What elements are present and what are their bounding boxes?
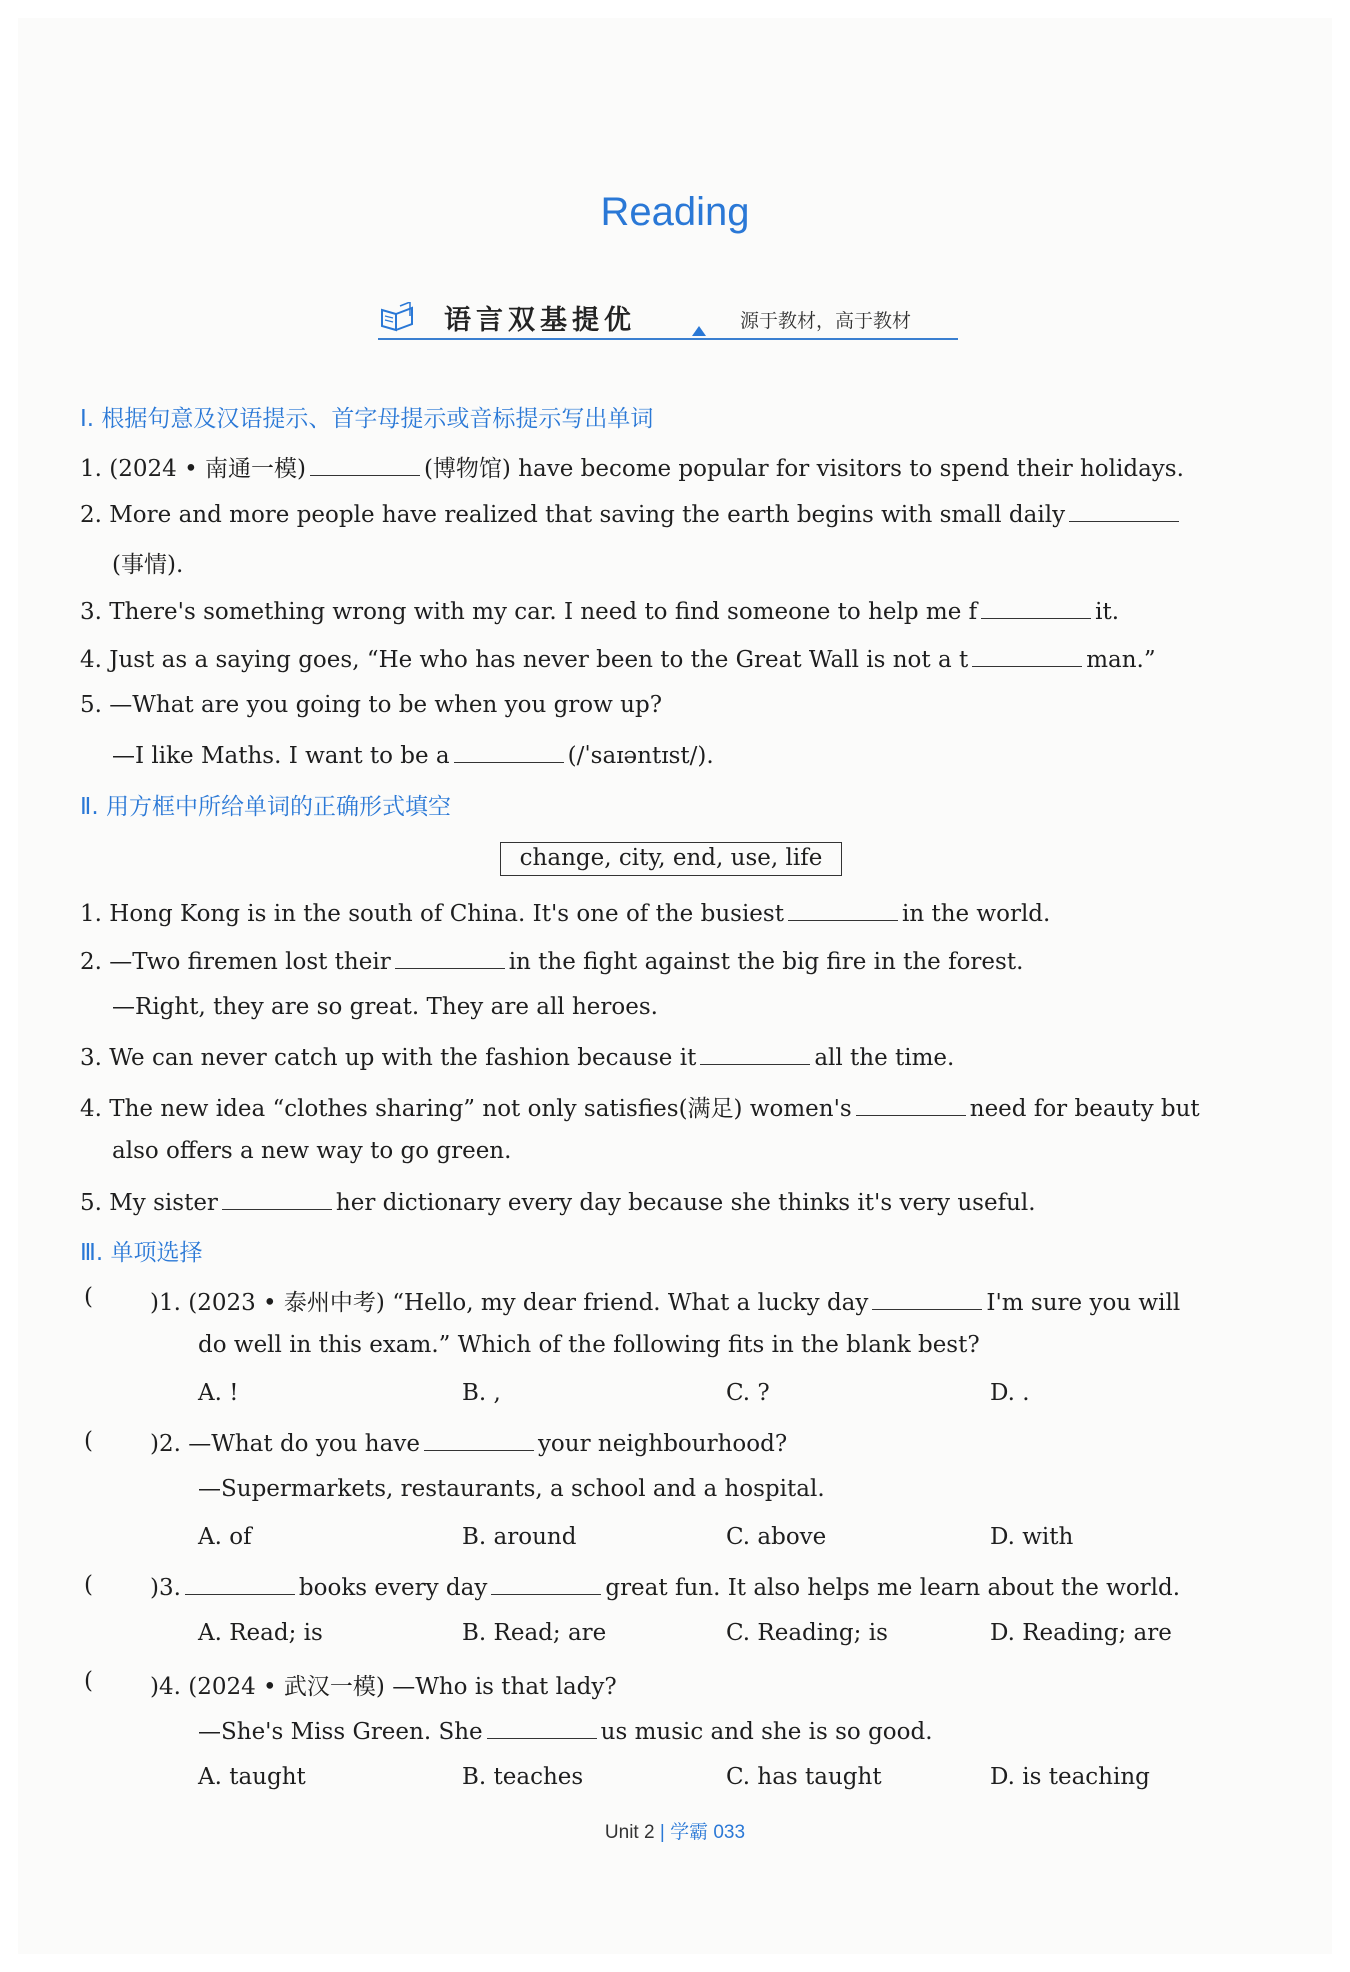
mcq-4-cont xyxy=(198,1716,933,1745)
p2-question-3 xyxy=(80,1042,954,1071)
p2-question-4-cont: also offers a new way to go green. xyxy=(112,1138,512,1164)
section-banner xyxy=(378,296,958,340)
answer-blank[interactable] xyxy=(185,1572,295,1595)
mcq-2-option-d[interactable]: D. with xyxy=(990,1524,1074,1550)
p1-question-5: 5. —What are you going to be when you grow up? xyxy=(80,692,663,718)
p2-q1-text-a: 1. Hong Kong is in the south of China. It's one of the busiest xyxy=(80,901,784,927)
footer-separator: | xyxy=(659,1822,665,1843)
mcq-2 xyxy=(150,1428,787,1457)
answer-paren[interactable]: ( xyxy=(84,1284,93,1310)
p1-question-1 xyxy=(80,450,1184,483)
mcq-2-text-b: your neighbourhood? xyxy=(537,1431,788,1457)
mcq-1-option-b[interactable]: B. , xyxy=(462,1380,501,1406)
mcq-4-text-b: —She's Miss Green. She xyxy=(198,1719,483,1745)
answer-blank[interactable] xyxy=(487,1716,597,1739)
banner-title: 语言双基提优 xyxy=(444,305,636,336)
section-1-heading: Ⅰ. 根据句意及汉语提示、首字母提示或音标提示写出单词 xyxy=(80,406,654,432)
answer-blank[interactable] xyxy=(872,1287,982,1310)
mcq-1 xyxy=(150,1284,1180,1317)
mcq-1-option-c[interactable]: C. ? xyxy=(726,1380,770,1406)
p1-q4-text-a: 4. Just as a saying goes, “He who has never been to the Great Wall is not a t xyxy=(80,647,969,673)
answer-blank[interactable] xyxy=(222,1187,332,1210)
answer-blank[interactable] xyxy=(856,1093,966,1116)
p2-q2-text-b: in the fight against the big fire in the forest. xyxy=(508,949,1024,975)
mcq-2-option-c[interactable]: C. above xyxy=(726,1524,827,1550)
answer-blank[interactable] xyxy=(310,453,420,476)
mcq-3-option-c[interactable]: C. Reading; is xyxy=(726,1620,888,1646)
p1-question-5-cont xyxy=(112,740,714,769)
answer-blank[interactable] xyxy=(981,596,1091,619)
page-footer xyxy=(0,1817,1350,1844)
mcq-3-text-b: books every day xyxy=(298,1575,488,1601)
mcq-3 xyxy=(150,1572,1180,1601)
p1-q3-text-a: 3. There's something wrong with my car. I need to find someone to help me f xyxy=(80,599,978,625)
section-2-heading: Ⅱ. 用方框中所给单词的正确形式填空 xyxy=(80,794,451,820)
p1-q5-text-c: (/ˈsaɪəntɪst/). xyxy=(567,743,714,769)
answer-blank[interactable] xyxy=(788,898,898,921)
mcq-3-option-b[interactable]: B. Read; are xyxy=(462,1620,607,1646)
p2-question-5 xyxy=(80,1187,1036,1216)
p1-q4-text-b: man.” xyxy=(1086,647,1156,673)
mcq-1-option-d[interactable]: D. . xyxy=(990,1380,1030,1406)
p2-question-1 xyxy=(80,898,1050,927)
p2-q1-text-b: in the world. xyxy=(901,901,1051,927)
answer-paren[interactable]: ( xyxy=(84,1668,93,1694)
p1-question-3 xyxy=(80,596,1119,625)
section-3-heading: Ⅲ. 单项选择 xyxy=(80,1240,203,1266)
banner-subtitle: 源于教材，高于教材 xyxy=(740,310,912,332)
p1-question-4 xyxy=(80,644,1156,673)
mcq-4-option-b[interactable]: B. teaches xyxy=(462,1764,584,1790)
mcq-1-cont: do well in this exam.” Which of the following fits in the blank best? xyxy=(198,1332,980,1358)
p2-q3-text-a: 3. We can never catch up with the fashion because it xyxy=(80,1045,697,1071)
mcq-4-option-d[interactable]: D. is teaching xyxy=(990,1764,1150,1790)
mcq-1-text-a: )1. (2023 • 泰州中考) “Hello, my dear friend. What a lucky day xyxy=(150,1290,869,1316)
p1-question-2 xyxy=(80,499,1183,528)
answer-paren[interactable]: ( xyxy=(84,1572,93,1598)
p2-question-2 xyxy=(80,946,1023,975)
mcq-4-option-c[interactable]: C. has taught xyxy=(726,1764,882,1790)
p2-q4-text-b: need for beauty but xyxy=(969,1096,1200,1122)
mcq-3-option-d[interactable]: D. Reading; are xyxy=(990,1620,1172,1646)
p2-q5-text-a: 5. My sister xyxy=(80,1190,218,1216)
banner-rule xyxy=(378,338,958,340)
page-title: Reading xyxy=(600,190,750,234)
answer-blank[interactable] xyxy=(972,644,1082,667)
p1-q1-text-a: 1. (2024 • 南通一模) xyxy=(80,456,306,482)
mcq-3-option-a[interactable]: A. Read; is xyxy=(198,1620,323,1646)
mcq-2-option-b[interactable]: B. around xyxy=(462,1524,577,1550)
mcq-1-option-a[interactable]: A. ! xyxy=(198,1380,239,1406)
p1-q2-text-a: 2. More and more people have realized that saving the earth begins with small daily xyxy=(80,502,1066,528)
p2-q3-text-b: all the time. xyxy=(814,1045,955,1071)
p2-q5-text-b: her dictionary every day because she thinks it's very useful. xyxy=(335,1190,1036,1216)
answer-paren[interactable]: ( xyxy=(84,1428,93,1454)
mcq-4: )4. (2024 • 武汉一模) —Who is that lady? xyxy=(150,1674,617,1700)
mcq-4-option-a[interactable]: A. taught xyxy=(198,1764,306,1790)
p2-question-2-cont: —Right, they are so great. They are all heroes. xyxy=(112,994,658,1020)
answer-blank[interactable] xyxy=(395,946,505,969)
p2-question-4 xyxy=(80,1090,1200,1123)
answer-blank[interactable] xyxy=(454,740,564,763)
mcq-2-option-a[interactable]: A. of xyxy=(198,1524,252,1550)
answer-blank[interactable] xyxy=(1069,499,1179,522)
answer-blank[interactable] xyxy=(424,1428,534,1451)
footer-unit: Unit 2 xyxy=(604,1822,655,1843)
p1-q5-text-b: —I like Maths. I want to be a xyxy=(112,743,450,769)
mcq-3-text-c: great fun. It also helps me learn about the world. xyxy=(605,1575,1181,1601)
footer-brand: 学霸 xyxy=(670,1822,709,1843)
answer-blank[interactable] xyxy=(491,1572,601,1595)
footer-page-number: 033 xyxy=(713,1822,746,1843)
book-icon xyxy=(380,302,416,332)
answer-blank[interactable] xyxy=(700,1042,810,1065)
p2-q4-text-a: 4. The new idea “clothes sharing” not only satisfies(满足) women's xyxy=(80,1096,852,1122)
mcq-4-text-c: us music and she is so good. xyxy=(600,1719,933,1745)
word-box: change, city, end, use, life xyxy=(500,842,842,876)
p1-q1-text-b: (博物馆) have become popular for visitors to spend their holidays. xyxy=(423,456,1184,482)
mcq-2-text-a: )2. —What do you have xyxy=(150,1431,420,1457)
mcq-2-cont: —Supermarkets, restaurants, a school and a hospital. xyxy=(198,1476,825,1502)
p1-q3-text-b: it. xyxy=(1095,599,1120,625)
mcq-3-text-a: )3. xyxy=(150,1575,181,1601)
banner-triangle-icon xyxy=(692,326,706,336)
p1-question-2-cont: (事情). xyxy=(112,552,184,578)
p2-q2-text-a: 2. —Two firemen lost their xyxy=(80,949,391,975)
mcq-1-text-b: I'm sure you will xyxy=(986,1290,1181,1316)
